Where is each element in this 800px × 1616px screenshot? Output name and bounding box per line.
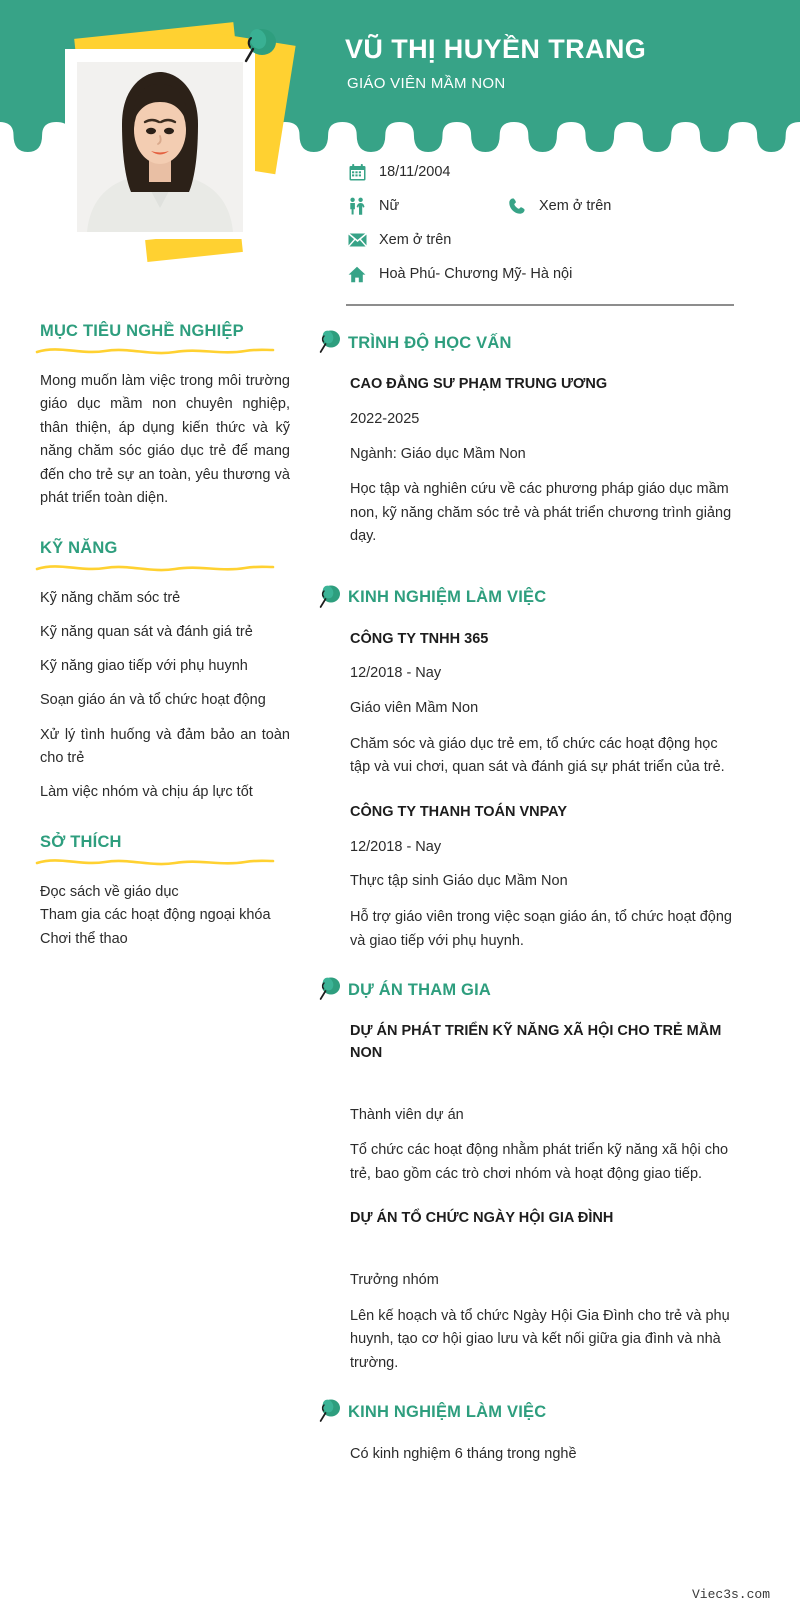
sidebar-section-objective [40, 322, 290, 511]
contact-row-birthday [346, 155, 736, 189]
pushpin-icon [316, 1397, 342, 1427]
wavy-divider-icon [35, 562, 275, 574]
experience-entry [316, 802, 736, 953]
education-heading [316, 328, 736, 358]
experience-summary-heading [316, 1397, 736, 1427]
objective-heading: MỤC TIÊU NGHỀ NGHIỆP [40, 322, 244, 340]
section-experience-summary [316, 1397, 736, 1466]
envelope-icon [346, 230, 368, 250]
list-item: Làm việc nhóm và chịu áp lực tốt [40, 784, 253, 801]
calendar-icon [346, 162, 368, 182]
page-title: VŨ THỊ HUYỀN TRANG [345, 34, 647, 64]
list-item: Soạn giáo án và tổ chức hoạt động [40, 692, 266, 709]
entry-title: DỰ ÁN TỔ CHỨC NGÀY HỘI GIA ĐÌNH [350, 1210, 614, 1227]
contact-birthday-value: 18/11/2004 [379, 164, 451, 180]
contact-gender [346, 196, 506, 216]
contact-address-value: Hoà Phú- Chương Mỹ- Hà nội [379, 266, 573, 282]
experience-heading [316, 583, 736, 613]
section-experience [316, 583, 736, 953]
project-entry [316, 1208, 736, 1375]
entry-date: 12/2018 - Nay [350, 665, 442, 682]
entry-role: Giáo viên Mầm Non [350, 700, 479, 717]
avatar [65, 49, 255, 239]
entry-title: DỰ ÁN PHÁT TRIỂN KỸ NĂNG XÃ HỘI CHO TRẺ MẦM NON [350, 1023, 722, 1061]
entry-description: Hỗ trợ giáo viên trong việc soạn giáo án, tổ chức hoạt động và giao tiếp với phụ huynh. [350, 909, 732, 949]
list-item: Kỹ năng giao tiếp với phụ huynh [40, 658, 248, 675]
pushpin-icon [316, 328, 342, 358]
entry-description: Chăm sóc và giáo dục trẻ em, tổ chức các hoạt động học tập và vui chơi, quan sát và đánh giá sự phát triển của trẻ. [350, 735, 725, 776]
experience-summary-text: Có kinh nghiệm 6 tháng trong nghề [350, 1446, 577, 1463]
phone-icon [506, 196, 528, 216]
contact-gender-value: Nữ [379, 198, 400, 214]
watermark: Viec3s.com [691, 1587, 770, 1602]
entry-title: CÔNG TY THANH TOÁN VNPAY [350, 803, 567, 820]
experience-heading-text: KINH NGHIỆM LÀM VIỆC [348, 588, 547, 607]
pushpin-icon [316, 583, 342, 613]
list-item: Tham gia các hoạt động ngoại khóa [40, 907, 271, 924]
list-item: Xử lý tình huống và đảm bảo an toàn cho trẻ [40, 726, 290, 766]
entry-date: 2022-2025 [350, 410, 420, 427]
entry-description: Học tập và nghiên cứu về các phương pháp giáo dục mầm non, kỹ năng chăm sóc trẻ và phát triển chương trình giảng dạy. [350, 481, 732, 545]
wavy-divider-icon [35, 345, 275, 357]
sidebar [40, 322, 290, 951]
contact-email [346, 230, 506, 250]
entry-date [350, 1243, 736, 1257]
header-name-block [345, 34, 646, 92]
list-item: Kỹ năng chăm sóc trẻ [40, 589, 181, 606]
contact-email-value: Xem ở trên [379, 232, 452, 248]
entry-role: Trưởng nhóm [350, 1272, 439, 1289]
home-icon [346, 264, 368, 284]
section-education [316, 328, 736, 549]
entry-date: 12/2018 - Nay [350, 838, 442, 855]
wavy-divider-icon [35, 856, 275, 868]
skills-heading: KỸ NĂNG [40, 538, 118, 557]
entry-role: Thành viên dự án [350, 1106, 464, 1123]
contact-birthday [346, 162, 506, 182]
contact-row-email [346, 223, 736, 257]
pushpin-icon [238, 25, 278, 71]
education-heading-text: TRÌNH ĐỘ HỌC VẤN [348, 333, 512, 352]
project-entry [316, 1021, 736, 1186]
sidebar-section-hobbies [40, 833, 290, 951]
contact-row-gender-phone [346, 189, 736, 223]
entry-description: Lên kế hoạch và tổ chức Ngày Hội Gia Đình cho trẻ và phụ huynh, tạo cơ hội giao lưu và kết nối giữa gia đình và nhà trường. [350, 1307, 730, 1371]
entry-description: Tổ chức các hoạt động nhằm phát triển kỹ năng xã hội cho trẻ, bao gồm các trò chơi nhóm và hoạt động giao tiếp. [350, 1142, 729, 1182]
hobbies-heading: SỞ THÍCH [40, 833, 122, 852]
projects-heading-text: DỰ ÁN THAM GIA [348, 980, 491, 999]
contact-row-address [346, 257, 736, 291]
avatar-photo [77, 62, 243, 232]
pushpin-icon [316, 975, 342, 1005]
section-projects [316, 975, 736, 1375]
entry-role: Thực tập sinh Giáo dục Mầm Non [350, 873, 568, 890]
gender-icon [346, 196, 368, 216]
entry-title: CÔNG TY TNHH 365 [350, 630, 489, 647]
list-item: Kỹ năng quan sát và đánh giá trẻ [40, 624, 253, 641]
contact-info [346, 155, 736, 291]
entry-title: CAO ĐẲNG SƯ PHẠM TRUNG ƯƠNG [350, 376, 608, 392]
objective-text: Mong muốn làm việc trong môi trường giáo dục mầm non chuyên nghiệp, thân thiện, áp dụng kiến thức và kỹ năng chăm sóc giáo dục trẻ để mang đến cho trẻ sự an toàn, yêu thương và phát triển toàn diện. [40, 373, 290, 507]
education-entry [316, 374, 736, 549]
experience-summary-heading-text: KINH NGHIỆM LÀM VIỆC [348, 1402, 547, 1421]
list-item: Đọc sách về giáo dục [40, 884, 179, 901]
list-item: Chơi thể thao [40, 930, 128, 947]
contact-divider [346, 304, 734, 306]
sidebar-section-skills [40, 539, 290, 804]
main-content [316, 328, 736, 1467]
projects-heading [316, 975, 736, 1005]
entry-date [350, 1078, 736, 1092]
contact-phone-value: Xem ở trên [539, 198, 612, 214]
hobbies-list [40, 881, 290, 951]
skills-list [40, 587, 290, 804]
experience-entry [316, 629, 736, 780]
contact-phone [506, 196, 611, 216]
contact-address [346, 264, 572, 284]
entry-role: Ngành: Giáo dục Mầm Non [350, 445, 526, 462]
job-title: GIÁO VIÊN MẦM NON [347, 75, 506, 93]
